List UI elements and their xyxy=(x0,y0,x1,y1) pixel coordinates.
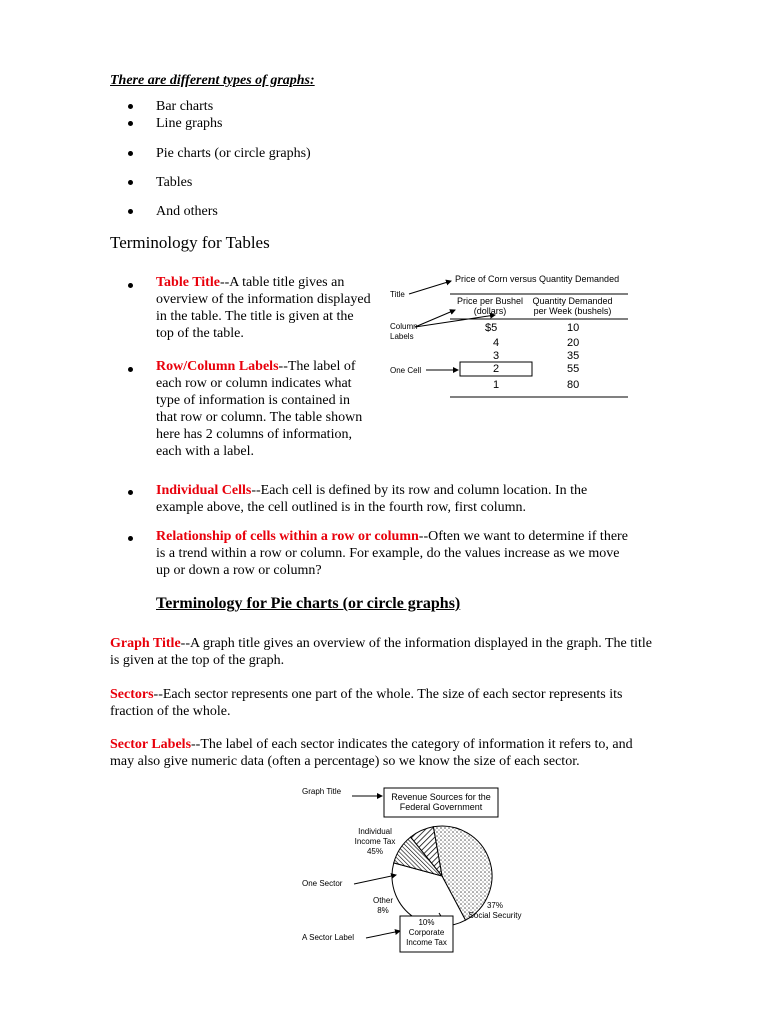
term-individual-cells xyxy=(156,482,636,516)
table-cell: 35 xyxy=(567,350,580,362)
column-labels-label: Column Labels xyxy=(390,322,418,341)
bullet-icon xyxy=(128,536,133,541)
bullet-icon xyxy=(128,283,133,288)
slice-name: Other xyxy=(372,896,393,905)
list-item: Tables xyxy=(156,175,193,190)
table-figure xyxy=(385,268,635,403)
bullet-icon xyxy=(128,104,133,109)
table-cell: 80 xyxy=(567,379,580,391)
term-label: Table Title xyxy=(156,275,220,290)
term-label: Graph Title xyxy=(110,636,181,651)
bullet-icon xyxy=(128,151,133,156)
tables-heading: Terminology for Tables xyxy=(110,233,270,252)
graph-title-label: Graph Title xyxy=(302,787,342,796)
slice-pct: 37% xyxy=(486,901,503,910)
term-row-column-labels xyxy=(156,358,371,460)
term-label: Sectors xyxy=(110,687,154,702)
slice-name: Corporate Income Tax xyxy=(406,928,447,947)
table-cell: 3 xyxy=(493,350,500,362)
table-cell: $5 xyxy=(485,322,498,334)
one-sector-label: One Sector xyxy=(302,879,343,888)
term-relationship xyxy=(156,528,636,579)
bullet-icon xyxy=(128,180,133,185)
term-text: --A table title gives an overview of the information displayed in the table. The title is given at the top of the table. xyxy=(156,275,371,341)
term-text: --The label of each sector indicates the category of information it refers to, and may also give numeric data (often a percentage) so we know the size of each sector. xyxy=(110,737,633,769)
table-cell: 10 xyxy=(567,322,580,334)
pie-figure xyxy=(296,783,536,955)
table-cell: 1 xyxy=(493,379,500,391)
term-label: Relationship of cells within a row or column xyxy=(156,529,419,544)
term-text: --The label of each row or column indicates what type of information is contained in that row or column. The table shown here has 2 columns of information, each with a label. xyxy=(156,359,363,459)
list-item: Line graphs xyxy=(156,116,223,131)
term-text: --A graph title gives an overview of the information displayed in the graph. The title is given at the top of the graph. xyxy=(110,636,653,668)
bullet-icon xyxy=(128,490,133,495)
intro-heading: There are different types of graphs: xyxy=(110,73,315,88)
bullet-icon xyxy=(128,367,133,372)
pie-title: Revenue Sources for the Federal Government xyxy=(391,792,491,812)
term-text: --Often we want to determine if there is a trend within a row or column. For example, do the values increase as we move up or down a row or column? xyxy=(156,529,628,578)
table-cell: 2 xyxy=(493,363,500,375)
list-item: Pie charts (or circle graphs) xyxy=(156,146,311,161)
term-text: --Each cell is defined by its row and column location. In the example above, the cell outlined is in the fourth row, first column. xyxy=(156,483,588,515)
term-label: Sector Labels xyxy=(110,737,192,752)
one-cell-label: One Cell xyxy=(390,366,422,375)
table-cell: 55 xyxy=(567,363,580,375)
slice-pct: 45% xyxy=(366,847,383,856)
slice-pct: 8% xyxy=(377,906,389,915)
slice-pct: 10% xyxy=(418,918,435,927)
slice-name: Individual Income Tax xyxy=(354,827,396,846)
term-sectors xyxy=(110,686,655,720)
pie-heading: Terminology for Pie charts (or circle graphs) xyxy=(156,595,461,612)
list-item: Bar charts xyxy=(156,99,214,114)
table-cell: 4 xyxy=(493,337,500,349)
slice-label-individual xyxy=(348,827,402,857)
term-graph-title xyxy=(110,635,655,669)
term-table-title xyxy=(156,274,371,342)
bullet-icon xyxy=(128,121,133,126)
table-cell: 20 xyxy=(567,337,580,349)
col2-header: Quantity Demanded per Week (bushels) xyxy=(532,296,613,316)
table-title: Price of Corn versus Quantity Demanded xyxy=(455,274,620,284)
slice-label-other xyxy=(366,896,400,916)
bullet-icon xyxy=(128,209,133,214)
sector-label-label: A Sector Label xyxy=(302,933,355,942)
col1-header: Price per Bushel (dollars) xyxy=(456,296,524,316)
slice-label-social-security xyxy=(462,901,528,921)
term-label: Individual Cells xyxy=(156,483,252,498)
slice-label-corporate xyxy=(400,918,453,948)
slice-name: Social Security xyxy=(468,911,522,920)
term-label: Row/Column Labels xyxy=(156,359,279,374)
title-label: Title xyxy=(390,290,405,299)
term-sector-labels xyxy=(110,736,655,770)
list-item: And others xyxy=(156,204,218,219)
term-text: --Each sector represents one part of the whole. The size of each sector represents its fraction of the whole. xyxy=(110,687,623,719)
